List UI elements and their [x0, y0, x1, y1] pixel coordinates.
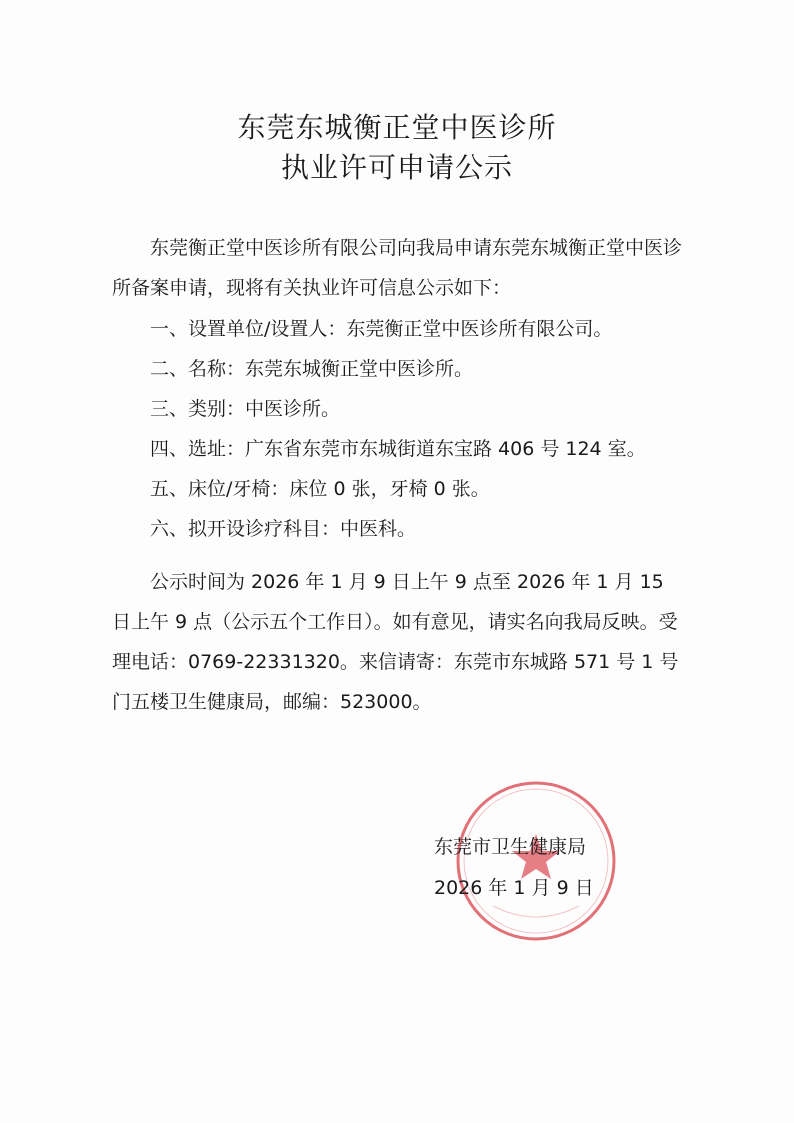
- notice-paragraph: 公示时间为 2026 年 1 月 9 日上午 9 点至 2026 年 1 月 15 日上午 9 点（公示五个工作日）。如有意见，请实名向我局反映。受理电话：0769-22331320。来信请寄：东莞市东城路 571 号 1 号门五楼卫生健康局，邮编：523000。: [112, 571, 679, 713]
- signature-date: 2026 年 1 月 9 日: [434, 877, 594, 899]
- list-item: 一、设置单位/设置人：东莞衡正堂中医诊所有限公司。: [150, 318, 613, 340]
- list-item: 二、名称：东莞东城衡正堂中医诊所。: [150, 358, 474, 380]
- official-seal-stamp: [453, 778, 619, 944]
- list-item: 六、拟开设诊疗科目：中医科。: [150, 518, 417, 540]
- list-item: 三、类别：中医诊所。: [150, 398, 341, 420]
- list-item: 四、选址：广东省东莞市东城街道东宝路 406 号 124 室。: [150, 438, 646, 460]
- info-list: [112, 309, 682, 549]
- document-title-line2: 执业许可申请公示: [280, 151, 513, 184]
- list-item: 五、床位/牙椅：床位 0 张，牙椅 0 张。: [150, 478, 490, 500]
- signature-organization: 东莞市卫生健康局: [434, 836, 587, 858]
- intro-paragraph: 东莞衡正堂中医诊所有限公司向我局申请东莞东城衡正堂中医诊所备案申请，现将有关执业许可信息公示如下：: [112, 237, 683, 299]
- document-title-line1: 东莞东城衡正堂中医诊所: [237, 111, 557, 144]
